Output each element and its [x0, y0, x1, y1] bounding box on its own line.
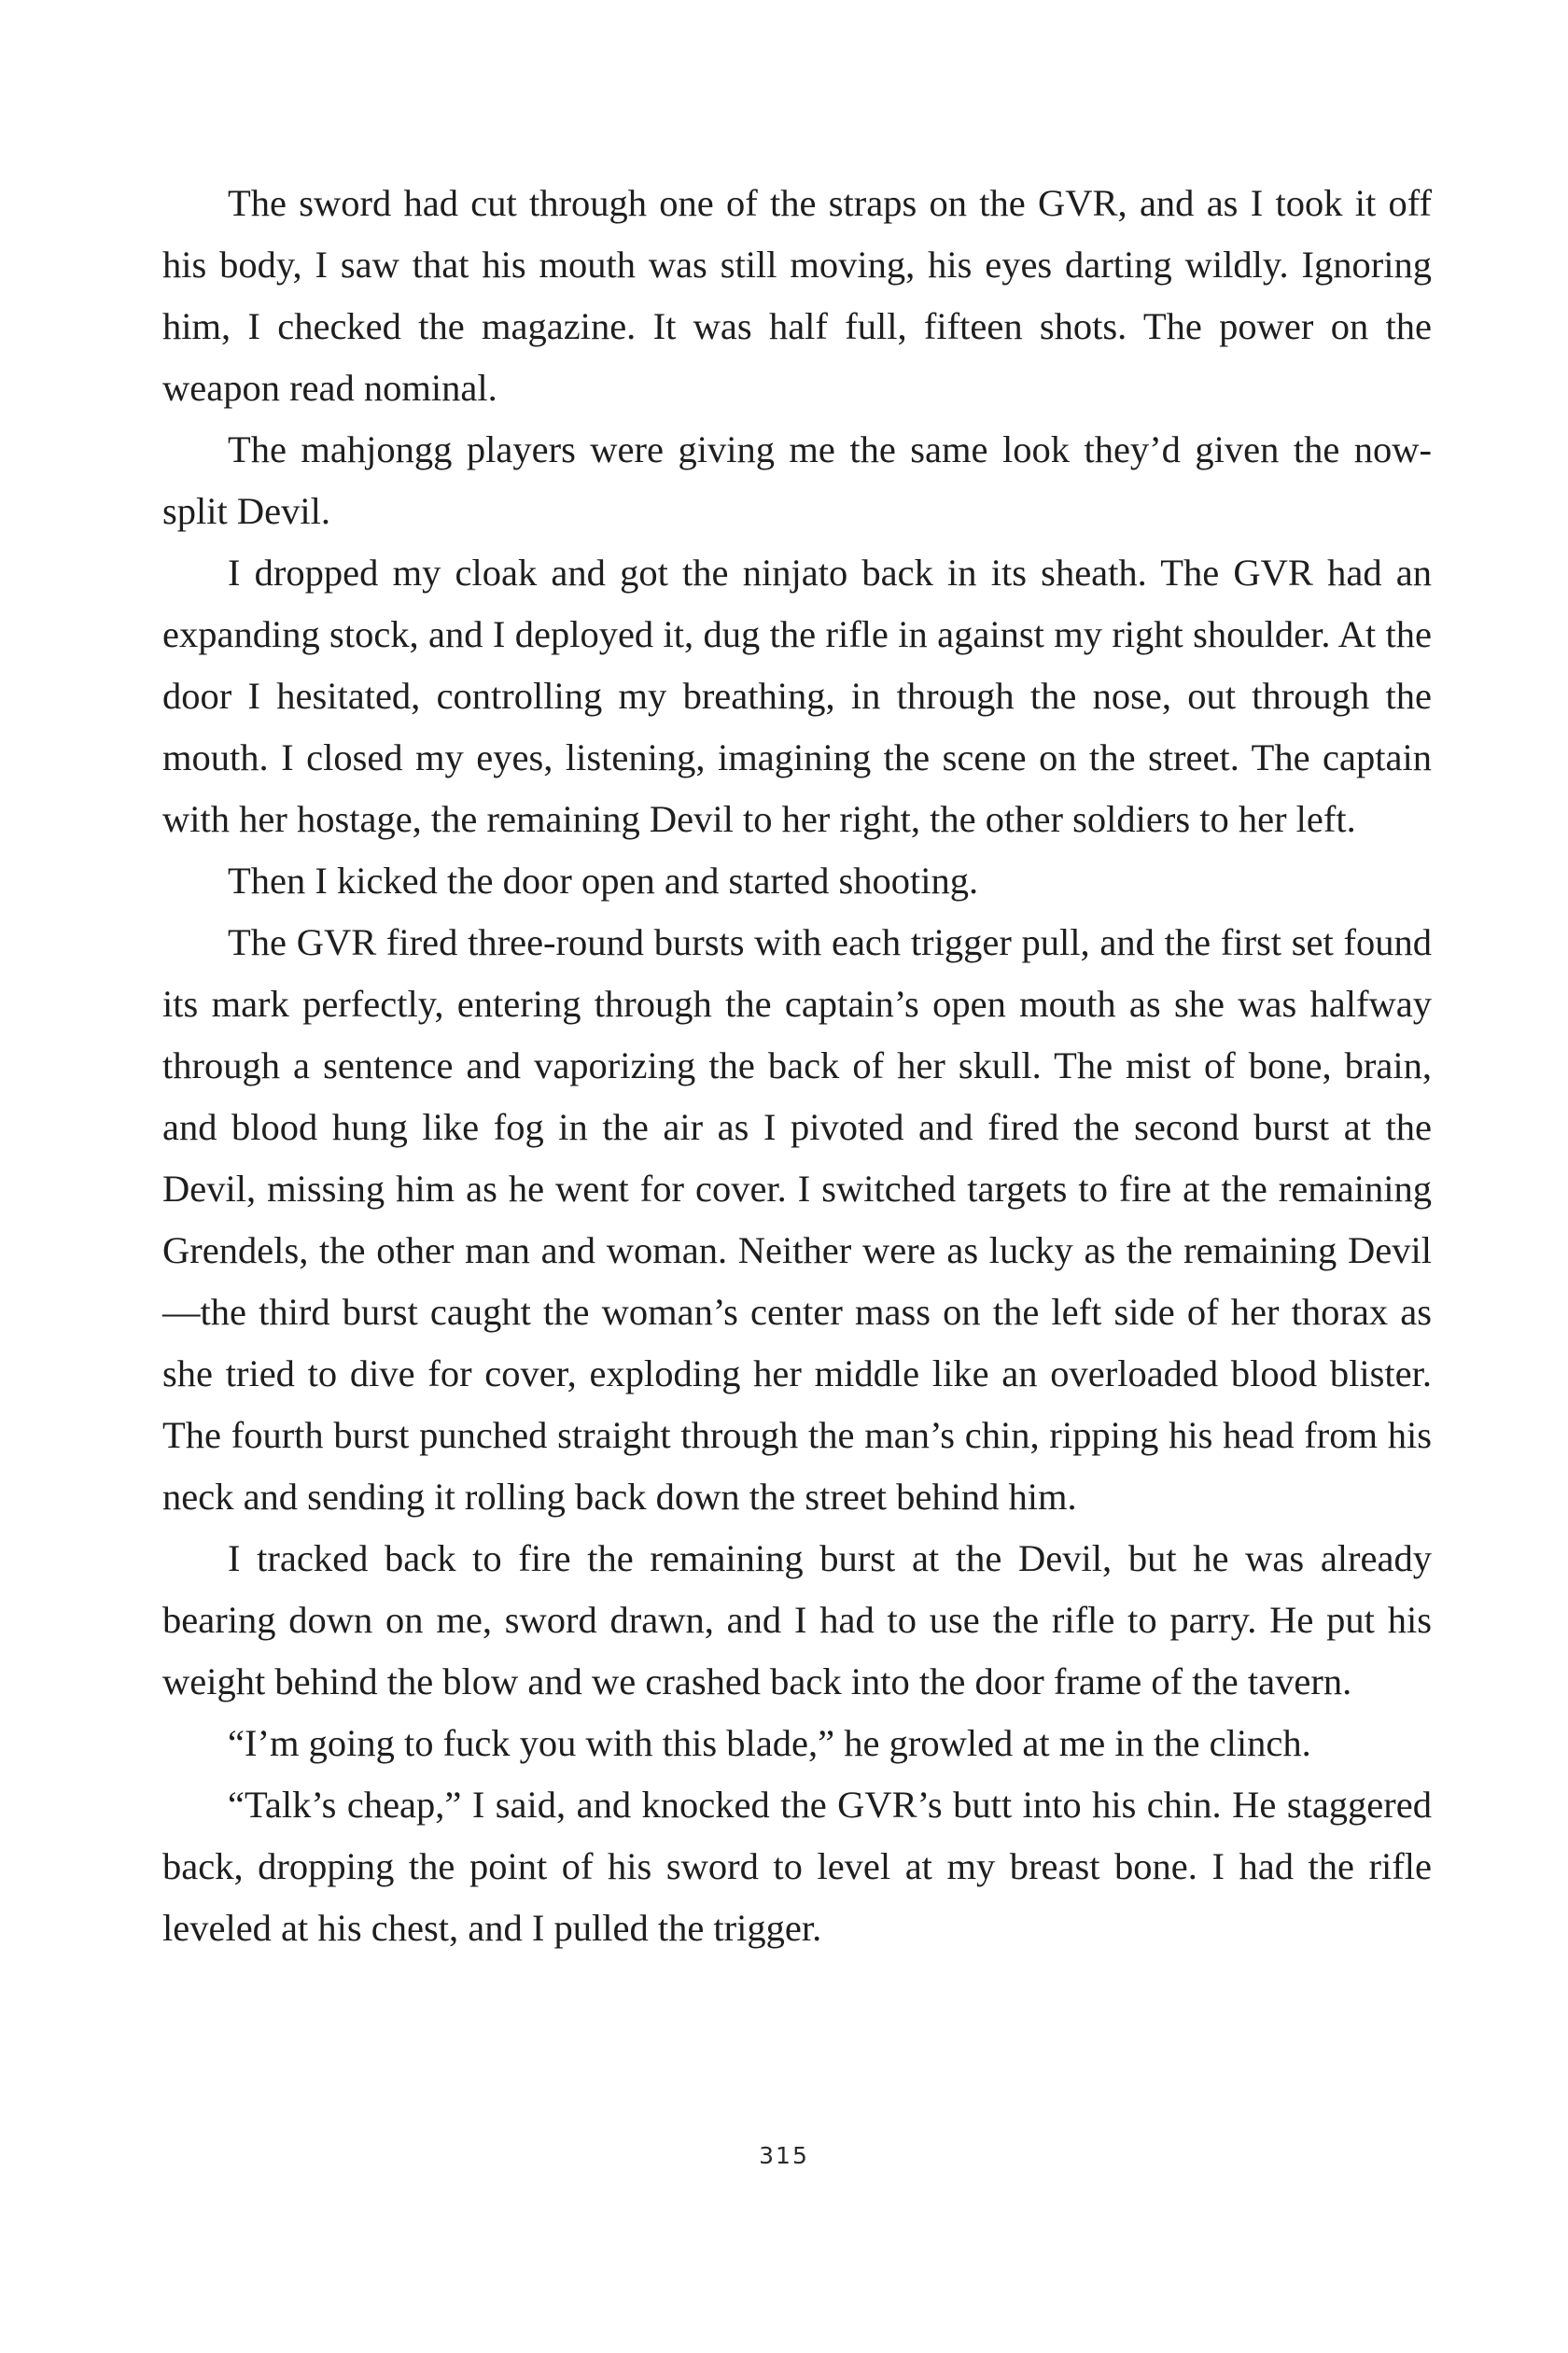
paragraph-2: The mahjongg players were giving me the same look they’d given the now-split Devil.: [162, 428, 1432, 532]
paragraph-6: I tracked back to fire the remaining burst at the Devil, but he was already bearing down on me, sword drawn, and I had to use the rifle to parry. He put his weight behind the blow and we crashed back into the door frame of the tavern.: [162, 1537, 1432, 1702]
paragraph-7: “I’m going to fuck you with this blade,” he growled at me in the clinch.: [228, 1722, 1311, 1764]
paragraph-3: I dropped my cloak and got the ninjato back in its sheath. The GVR had an expanding stock, and I deployed it, dug the rifle in against my right shoulder. At the door I hesitated, controlling my breathing, in through the nose, out through the mouth. I closed my eyes, listening, imagining the scene on the street. The captain with her hostage, the remaining Devil to her right, the other soldiers to her left.: [162, 552, 1432, 840]
paragraph-4: Then I kicked the door open and started shooting.: [228, 860, 979, 902]
page-body: [162, 173, 1432, 1959]
page-number: 315: [759, 2142, 809, 2169]
paragraph-5: The GVR fired three-round bursts with each trigger pull, and the first set found its mark perfectly, entering through the captain’s open mouth as she was halfway through a sentence and vaporizing the back of her skull. The mist of bone, brain, and blood hung like fog in the air as I pivoted and fired the second burst at the Devil, missing him as he went for cover. I switched targets to fire at the remaining Grendels, the other man and woman. Neither were as lucky as the remaining Devil—the third burst caught the woman’s center mass on the left side of her thorax as she tried to dive for cover, exploding her middle like an overloaded blood blister. The fourth burst punched straight through the man’s chin, ripping his head from his neck and sending it rolling back down the street behind him.: [162, 921, 1432, 1518]
paragraph-1: The sword had cut through one of the straps on the GVR, and as I took it off his body, I saw that his mouth was still moving, his eyes darting wildly. Ignoring him, I checked the magazine. It was half full, fifteen shots. The power on the weapon read nominal.: [162, 182, 1432, 409]
paragraph-8: “Talk’s cheap,” I said, and knocked the GVR’s butt into his chin. He staggered back, dropping the point of his sword to level at my breast bone. I had the rifle leveled at his chest, and I pulled the trigger.: [162, 1784, 1432, 1949]
